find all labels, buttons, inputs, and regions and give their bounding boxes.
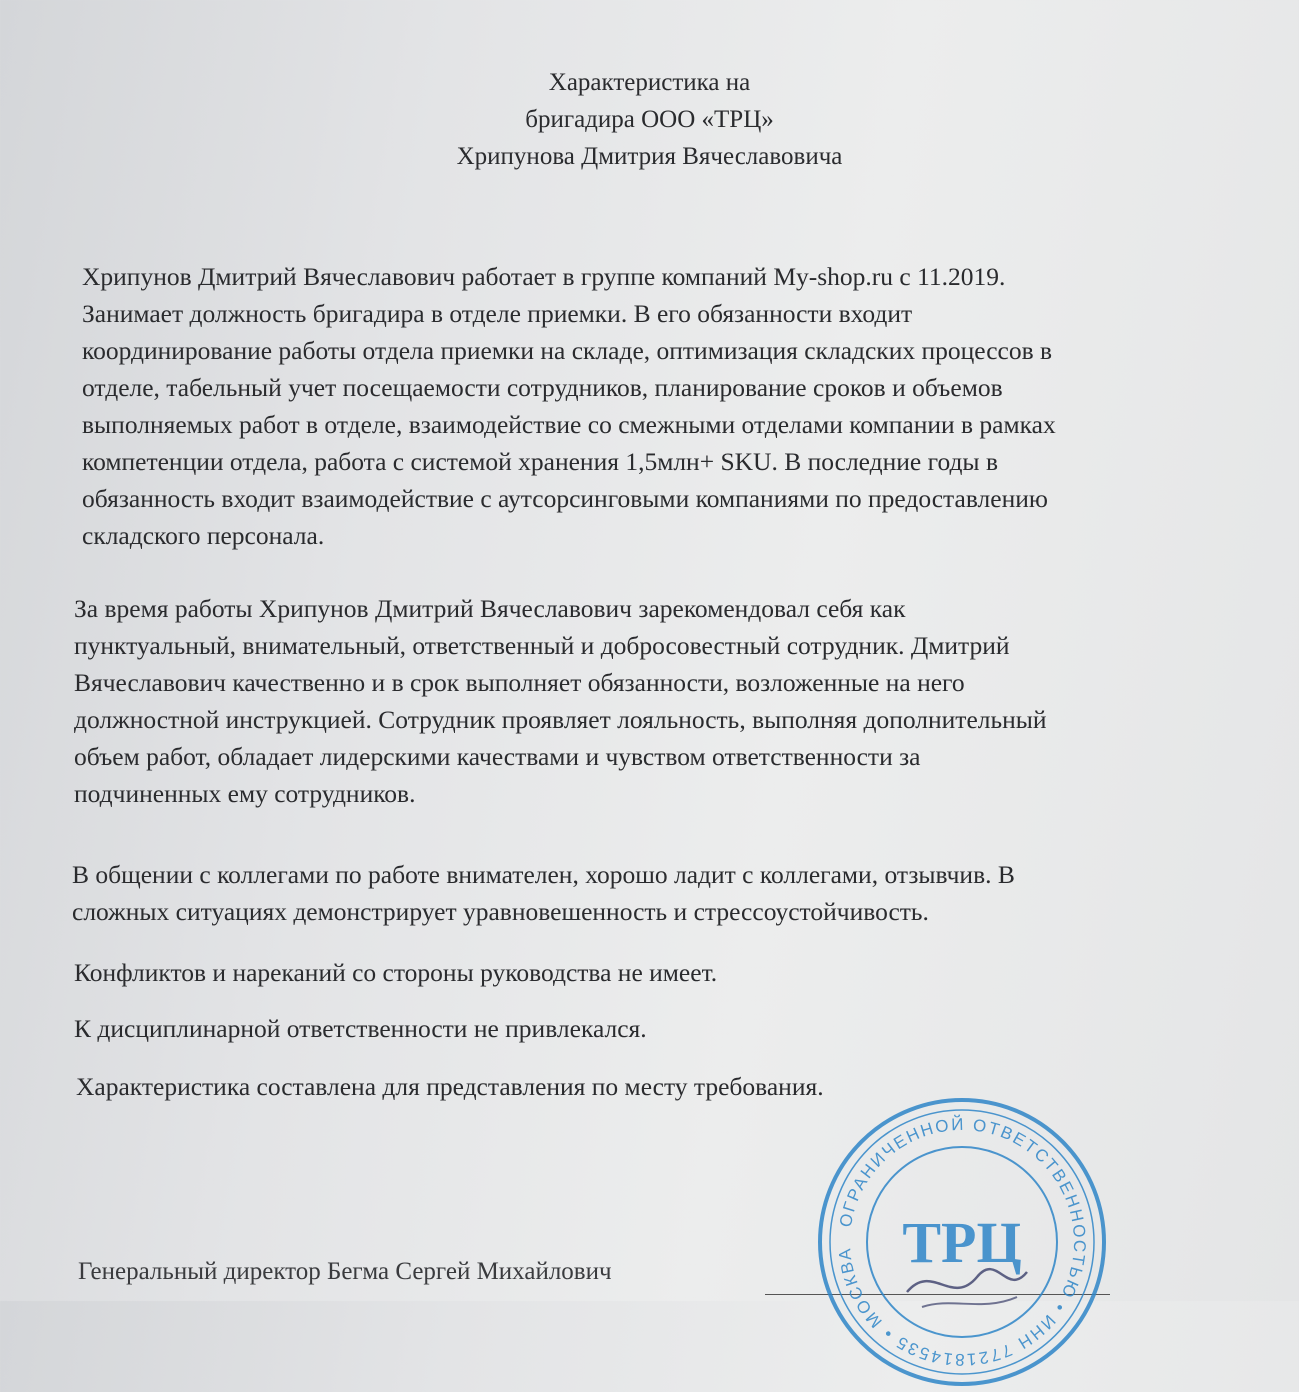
text-line: Конфликтов и нареканий со стороны руководства не имеет. [74, 958, 718, 987]
document-title [0, 64, 1299, 175]
title-line-3: Хрипунова Дмитрия Вячеславовича [456, 143, 843, 170]
text-line: компетенции отдела, работа с системой хранения 1,5млн+ SKU. В последние годы в [82, 447, 998, 476]
text-line: объем работ, обладает лидерскими качествами и чувством ответственности за [74, 742, 921, 771]
text-line: Вячеславович качественно и в срок выполняет обязанности, возложенные на него [74, 668, 965, 697]
text-line: подчиненных ему сотрудников. [74, 779, 416, 808]
paragraph-communication [72, 856, 1015, 930]
text-line: обязанность входит взаимодействие с аутсорсинговыми компаниями по предоставлению [82, 484, 1048, 513]
text-line: отделе, табельный учет посещаемости сотрудников, планирование сроков и объемов [82, 373, 1003, 402]
text-line: Характеристика составлена для представления по месту требования. [76, 1072, 824, 1101]
text-line: должностной инструкцией. Сотрудник проявляет лояльность, выполняя дополнительный [74, 705, 1047, 734]
text-line: пунктуальный, внимательный, ответственный и добросовестный сотрудник. Дмитрий [74, 631, 1010, 660]
text-line: К дисциплинарной ответственности не привлекался. [74, 1014, 647, 1043]
text-line: сложных ситуациях демонстрирует уравновешенность и стрессоустойчивость. [72, 897, 929, 926]
text-line: Хрипунов Дмитрий Вячеславович работает в группе компаний My-shop.ru с 11.2019. [82, 262, 1006, 291]
text-line: В общении с коллегами по работе внимателен, хорошо ладит с коллегами, отзывчив. В [72, 860, 1015, 889]
text-line: складского персонала. [82, 521, 325, 550]
stamp-ring-text: ОГРАНИЧЕННОЙ ОТВЕТСТВЕННОСТЬЮ • ИНН 7721814535 • МОСКВА [834, 1114, 1090, 1370]
text-line: Занимает должность бригадира в отделе приемки. В его обязанности входит [82, 299, 913, 328]
text-line: За время работы Хрипунов Дмитрий Вячеславович зарекомендовал себя как [74, 594, 906, 623]
text-line: выполняемых работ в отделе, взаимодействие со смежными отделами компании в рамках [82, 410, 1056, 439]
text-line: координирование работы отдела приемки на складе, оптимизация складских процессов в [82, 336, 1053, 365]
signature-line: Генеральный директор Бегма Сергей Михайлович [78, 1258, 612, 1285]
title-line-1: Характеристика на [548, 69, 751, 96]
paragraph-no-discipline [74, 1010, 647, 1047]
title-line-2: бригадира ООО «ТРЦ» [525, 106, 774, 133]
paragraph-no-conflicts [74, 954, 717, 991]
paragraph-purpose [76, 1068, 824, 1105]
paragraph-qualities [74, 590, 1047, 812]
signature-scribble [922, 1297, 1017, 1307]
paragraph-duties [82, 258, 1056, 554]
company-stamp [812, 1092, 1112, 1392]
stamp-center-text: ТРЦ [902, 1210, 1022, 1275]
